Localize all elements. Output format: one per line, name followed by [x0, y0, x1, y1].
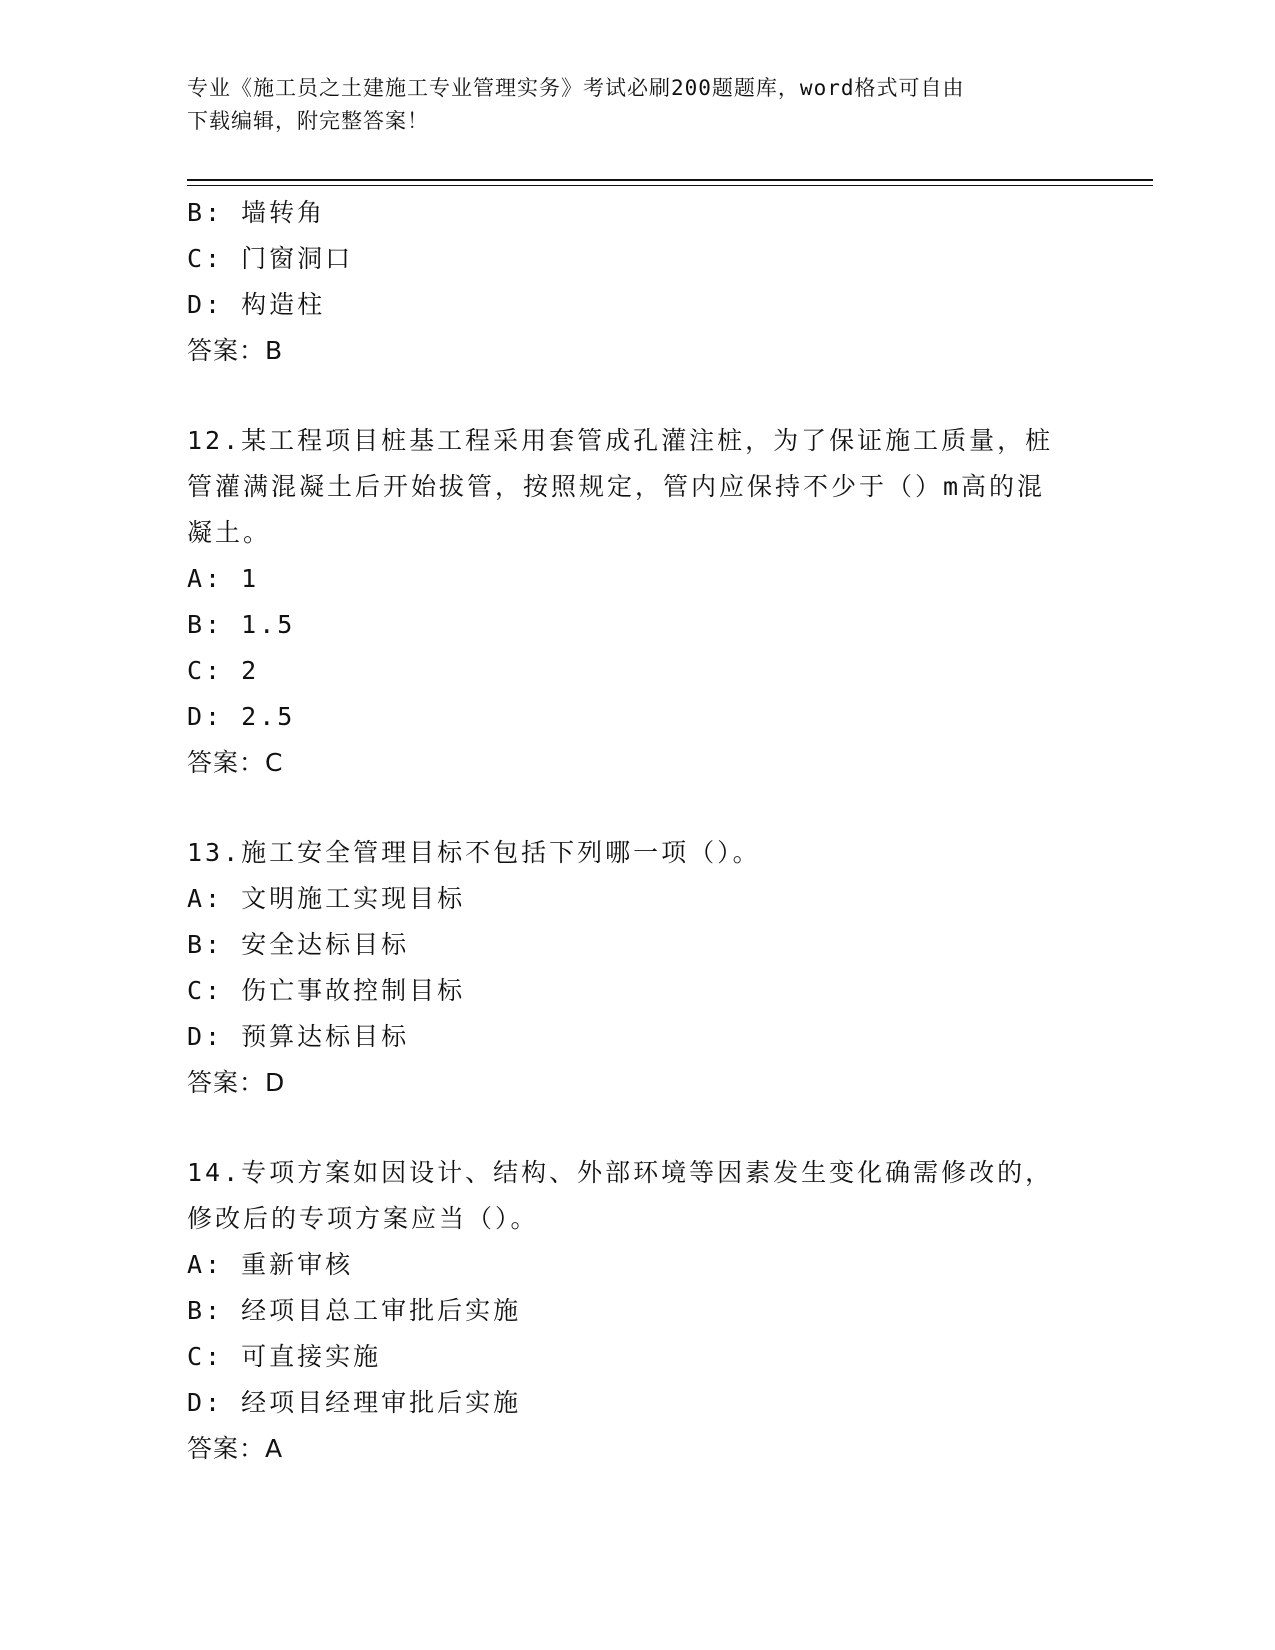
option-b: B: 墙转角: [187, 198, 326, 227]
document-header: [187, 72, 1087, 138]
question-text: 12.某工程项目桩基工程采用套管成孔灌注桩，为了保证施工质量，桩: [187, 426, 1054, 455]
option-c: C: 可直接实施: [187, 1342, 382, 1371]
option-d: D: 2.5: [187, 702, 296, 731]
option-d: D: 预算达标目标: [187, 1022, 410, 1051]
option-a: A: 文明施工实现目标: [187, 884, 466, 913]
option-b: B: 经项目总工审批后实施: [187, 1296, 522, 1325]
header-line-1: 专业《施工员之土建施工专业管理实务》考试必刷200题题库，word格式可自由: [187, 76, 965, 100]
answer: 答案：B: [187, 336, 284, 365]
option-c: C: 伤亡事故控制目标: [187, 976, 466, 1005]
option-b: B: 1.5: [187, 610, 296, 639]
question-list: [187, 190, 1087, 1472]
option-d: D: 经项目经理审批后实施: [187, 1388, 522, 1417]
header-line-2: 下载编辑，附完整答案！: [187, 109, 429, 133]
header-rule-thin: [187, 185, 1153, 186]
question-text: 14.专项方案如因设计、结构、外部环境等因素发生变化确需修改的，: [187, 1158, 1054, 1187]
question-text: 管灌满混凝土后开始拔管，按照规定，管内应保持不少于（）m高的混: [187, 472, 1046, 501]
option-a: A: 1: [187, 564, 260, 593]
question-text: 凝土。: [187, 518, 272, 547]
option-b: B: 安全达标目标: [187, 930, 410, 959]
answer: 答案：A: [187, 1434, 284, 1463]
option-c: C: 2: [187, 656, 260, 685]
option-d: D: 构造柱: [187, 290, 326, 319]
question-13: [187, 830, 1087, 1106]
question-text: 13.施工安全管理目标不包括下列哪一项（）。: [187, 838, 761, 867]
question-text: 修改后的专项方案应当（）。: [187, 1204, 539, 1233]
option-c: C: 门窗洞口: [187, 244, 354, 273]
answer: 答案：D: [187, 1068, 286, 1097]
question-12: [187, 418, 1087, 786]
option-a: A: 重新审核: [187, 1250, 354, 1279]
question-14: [187, 1150, 1087, 1472]
question-11-partial: [187, 190, 1087, 374]
header-rule-thick: [187, 179, 1153, 181]
answer: 答案：C: [187, 748, 284, 777]
